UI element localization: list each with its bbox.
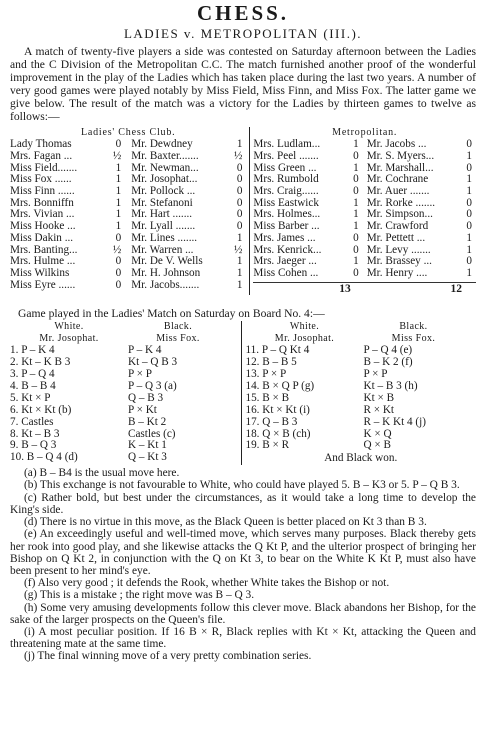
white-move: 12. B – B 5 [245, 356, 297, 369]
chess-column [0, 2, 486, 745]
player-name: Lady Thomas [10, 139, 72, 151]
player-score: 1 [115, 161, 122, 174]
white-move: 9. B – Q 3 [10, 439, 57, 452]
ladies-player-row [10, 151, 125, 163]
ladies-opponent-row [131, 198, 246, 210]
metro-player-row [253, 151, 362, 163]
player-score: 0 [353, 231, 359, 244]
player-score: 0 [236, 185, 243, 198]
white-move: 13. P × P [245, 368, 287, 381]
game-moves [10, 321, 476, 465]
player-score: 1 [115, 173, 122, 186]
black-move: Kt – Q B 3 [128, 356, 178, 369]
match-totals [253, 282, 476, 296]
moves-right-half [245, 321, 476, 465]
player-score: 1 [466, 243, 473, 256]
black-move: Kt × B [363, 391, 395, 404]
player-name: Mr. Hart ....... [131, 209, 193, 221]
player-name: Mrs. Kenrick... [253, 244, 322, 256]
metro-player-row [253, 256, 362, 268]
move-row [245, 393, 476, 405]
player-score: 0 [115, 138, 122, 151]
player-score: 0 [236, 220, 243, 233]
player-score: 1 [115, 208, 122, 221]
player-name: Mrs. James ... [253, 232, 316, 244]
black-move: P – Q 3 (a) [128, 379, 177, 392]
white-move: 11. P – Q Kt 4 [245, 344, 310, 357]
player-name: Miss Dakin ... [10, 232, 74, 244]
white-player: Mr. Josophat. [39, 333, 99, 345]
match-subtitle: LADIES v. METROPOLITAN (III.). [123, 26, 363, 41]
ladies-player-row [10, 209, 125, 221]
ladies-opponent-row [131, 151, 246, 163]
black-move: B – K 2 (f) [363, 356, 413, 369]
player-score: 0 [236, 196, 243, 209]
player-name: Mr. Cochrane [366, 174, 429, 186]
player-score: 0 [353, 267, 359, 279]
moves-left-half [10, 321, 241, 465]
player-name: Mrs. Jaeger ... [253, 256, 317, 268]
move-row [10, 393, 241, 405]
player-name: Mr. Pollock ... [131, 186, 196, 198]
player-score: 0 [115, 255, 122, 268]
player-score: 1 [466, 185, 473, 198]
ladies-opponent-row [131, 163, 246, 175]
ladies-player-row [10, 139, 125, 151]
black-move: P × P [363, 368, 388, 381]
player-score: 1 [236, 231, 243, 244]
ladies-player-row [10, 233, 125, 245]
player-name: Mrs. Fagan ... [10, 150, 73, 162]
annotation-note: (c) Rather bold, but best under the circumstances, as it would take a long time to develop the King's side. [10, 491, 476, 516]
player-score: 1 [353, 255, 359, 268]
ladies-club-results [10, 127, 246, 296]
white-label: White. [54, 321, 84, 333]
player-name: Mr. Marshall... [366, 162, 434, 174]
annotation-note: (g) This is a mistake ; the right move was B – Q 3. [24, 589, 255, 602]
black-move: P – Q 4 (e) [363, 344, 413, 357]
metro-opponent-row [367, 198, 476, 210]
player-score: 1 [353, 220, 359, 233]
white-move: 7. Castles [10, 415, 54, 428]
metro-opponent-row [367, 174, 476, 186]
ladies-player-row [10, 174, 125, 186]
black-move: R × Kt [363, 403, 395, 416]
ladies-player-row [10, 221, 125, 233]
player-name: Mr. S. Myers... [366, 150, 435, 162]
annotation-note: (f) Also very good ; it defends the Rook, whether White takes the Bishop or not. [24, 577, 390, 590]
metro-player-row [253, 174, 362, 186]
player-score: 1 [115, 196, 122, 209]
black-player: Miss Fox. [156, 333, 200, 345]
white-move: 10. B – Q 4 (d) [10, 451, 78, 464]
player-score: 1 [236, 278, 243, 291]
player-score: 1 [115, 185, 122, 198]
black-move: P – K 4 [128, 344, 162, 357]
player-score: 1 [466, 231, 473, 244]
player-score: 1 [353, 196, 359, 209]
player-name: Mr. Josophat... [131, 174, 198, 186]
player-name: Mrs. Peel ....... [253, 150, 319, 162]
black-move: Castles (c) [128, 427, 176, 440]
total-left: 13 [339, 282, 351, 295]
metro-column-2 [363, 139, 476, 279]
white-move: 6. Kt × Kt (b) [10, 403, 72, 416]
player-score: 0 [236, 173, 243, 186]
player-name: Miss Eastwick [253, 197, 319, 209]
player-score: ½ [112, 149, 122, 162]
player-score: 1 [236, 255, 243, 268]
black-move: Q × B [363, 439, 391, 452]
player-name: Mr. Baxter....... [131, 150, 199, 162]
white-move: 3. P – Q 4 [10, 368, 55, 381]
player-name: Mr. Stefanoni [131, 197, 193, 209]
intro-paragraph: A match of twenty-five players a side was contested on Saturday afternoon between the Ladies and the C Division of the Metropolitan C.C. The match furnished another proof of the wonderful improvement in the play of the Ladies which has taken place during the last two years. A number of very good games were played notably by Miss Field, Miss Finn, and Miss Fox. The latter game we give below. The result of the match was a victory for the Ladies by thirteen games to twelve as follows:— [10, 45, 476, 124]
metropolitan-header: Metropolitan. [332, 126, 398, 138]
metro-player-row [253, 209, 362, 221]
white-move: 14. B × Q P (g) [245, 379, 315, 392]
player-score: 0 [236, 161, 243, 174]
ladies-player-row [10, 268, 125, 280]
white-move: 18. Q × B (ch) [245, 427, 311, 440]
move-row [10, 452, 241, 464]
metro-player-row [253, 268, 362, 280]
black-move: Q – Kt 3 [128, 451, 167, 464]
annotation-note: (h) Some very amusing developments follow this clever move. Black abandons her Bishop, for the sake of the larger prospects on the Queen's file. [10, 601, 476, 626]
black-move: Kt – B 3 (h) [363, 379, 418, 392]
player-name: Miss Eyre ...... [10, 279, 76, 291]
metro-player-row [253, 198, 362, 210]
player-name: Mr. Jacobs....... [131, 279, 200, 291]
black-move: P × P [128, 368, 152, 381]
player-name: Miss Hooke ... [10, 221, 76, 233]
game-result: And Black won. [324, 452, 398, 465]
white-move: 8. Kt – B 3 [10, 427, 60, 440]
player-name: Mr. Henry .... [366, 268, 428, 279]
ladies-opponent-row [131, 233, 246, 245]
ladies-opponent-row [131, 256, 246, 268]
ladies-opponent-row [131, 174, 246, 186]
ladies-player-row [10, 256, 125, 268]
ladies-opponent-row [131, 186, 246, 198]
player-name: Mr. Pettett ... [366, 232, 426, 244]
black-move: K – Kt 1 [128, 439, 167, 452]
ladies-player-row [10, 163, 125, 175]
metro-opponent-row [367, 268, 476, 280]
game-notes [10, 467, 476, 662]
player-score: 1 [466, 149, 473, 162]
player-score: 0 [466, 161, 473, 174]
white-move: 4. B – B 4 [10, 379, 56, 392]
white-move: 16. Kt × Kt (i) [245, 403, 310, 416]
game-heading: Game played in the Ladies' Match on Saturday on Board No. 4:— [18, 307, 325, 321]
black-move: R – K Kt 4 (j) [363, 415, 426, 428]
metro-player-row [253, 221, 362, 233]
player-name: Mr. Jacobs ... [366, 139, 427, 151]
metro-opponent-row [367, 139, 476, 151]
player-score: 0 [353, 185, 359, 198]
player-score: 0 [115, 278, 122, 291]
white-move: 5. Kt × P [10, 391, 51, 404]
moves-list-left [10, 345, 241, 464]
player-score: 0 [466, 220, 473, 233]
player-name: Miss Green ... [253, 162, 317, 174]
ladies-column-1 [10, 139, 125, 291]
moves-list-right [245, 345, 476, 452]
player-name: Mrs. Craig...... [253, 186, 319, 198]
white-move: 15. B × B [245, 391, 290, 404]
move-row [10, 405, 241, 417]
player-name: Mr. Simpson... [366, 209, 433, 221]
metro-opponent-row [367, 256, 476, 268]
ladies-column-2 [125, 139, 246, 291]
white-move: 19. B × R [245, 439, 290, 452]
ladies-player-row [10, 245, 125, 257]
player-score: 0 [466, 208, 473, 221]
player-score: 1 [353, 138, 359, 151]
player-name: Mrs. Vivian ... [10, 209, 75, 221]
white-player-2: Mr. Josophat. [274, 333, 335, 345]
player-name: Mrs. Bonniffn [10, 197, 74, 209]
player-name: Mr. Newman... [131, 162, 199, 174]
black-label: Black. [163, 321, 193, 333]
metropolitan-results [253, 127, 476, 296]
player-score: 0 [466, 196, 473, 209]
ladies-player-row [10, 280, 125, 292]
annotation-note: (b) This exchange is not favourable to White, who could have played 5. B – K3 or 5. P – Q B 3. [24, 479, 460, 492]
player-name: Mrs. Rumbold [253, 174, 319, 186]
ladies-opponent-row [131, 268, 246, 280]
player-name: Mrs. Ludlam... [253, 139, 321, 151]
ladies-opponent-row [131, 139, 246, 151]
metro-opponent-row [367, 151, 476, 163]
player-name: Mrs. Hulme ... [10, 256, 76, 268]
player-name: Miss Finn ...... [10, 186, 75, 198]
player-score: 0 [353, 173, 359, 186]
annotation-note: (e) An exceedingly useful and well-timed move, which serves many purposes. Black thereby gets her rook into good play, and she likewise attacks the Q Kt P, and the ulterior prospect of bringing her Bishop on Q Kt 2, in conjunction with the Q on Kt 3, to bear on the White K Kt P, must also have been present to her mind's eye. [10, 528, 476, 577]
white-move: 17. Q – B 3 [245, 415, 298, 428]
move-row [245, 440, 476, 452]
metro-player-row [253, 139, 362, 151]
metro-opponent-row [367, 245, 476, 257]
white-move: 1. P – K 4 [10, 344, 55, 357]
ladies-player-row [10, 198, 125, 210]
player-name: Mr. Rorke ....... [366, 197, 436, 209]
moves-divider [241, 321, 242, 465]
metro-player-row [253, 245, 362, 257]
column-divider [249, 127, 250, 296]
metro-player-row [253, 233, 362, 245]
player-name: Miss Field....... [10, 162, 78, 174]
ladies-opponent-row [131, 245, 246, 257]
metro-opponent-row [367, 209, 476, 221]
player-name: Mr. Warren ... [131, 244, 194, 256]
player-name: Mr. Brassey ... [366, 256, 432, 268]
ladies-club-header: Ladies' Chess Club. [80, 126, 176, 138]
player-name: Mr. Auer ....... [366, 186, 430, 198]
annotation-note: (j) The final winning move of a very pretty combination series. [24, 650, 312, 663]
ladies-opponent-row [131, 280, 246, 292]
player-name: Mr. Lines ....... [131, 232, 198, 244]
metro-player-row [253, 163, 362, 175]
player-score: 0 [353, 149, 359, 162]
player-name: Mr. Dewdney [131, 139, 193, 151]
player-score: 0 [466, 255, 473, 268]
black-move: B – Kt 2 [128, 415, 167, 428]
move-row [10, 417, 241, 429]
metro-opponent-row [367, 221, 476, 233]
player-score: ½ [112, 243, 122, 256]
annotation-note: (a) B – B4 is the usual move here. [24, 467, 180, 480]
player-name: Miss Barber ... [253, 221, 320, 233]
player-name: Miss Cohen ... [253, 268, 319, 279]
player-score: 0 [353, 243, 359, 256]
metro-player-row [253, 186, 362, 198]
move-row [245, 417, 476, 429]
player-score: 1 [236, 267, 243, 279]
player-score: 0 [115, 267, 122, 279]
player-name: Mr. Lyall ....... [131, 221, 196, 233]
player-score: 1 [353, 208, 359, 221]
total-right: 12 [450, 282, 462, 295]
player-score: 1 [115, 220, 122, 233]
metro-column-1 [253, 139, 362, 279]
metro-opponent-row [367, 233, 476, 245]
player-name: Mr. Levy ....... [366, 244, 431, 256]
metro-opponent-row [367, 163, 476, 175]
player-score: ½ [234, 243, 243, 256]
black-move: Q – B 3 [128, 391, 164, 404]
ladies-opponent-row [131, 209, 246, 221]
player-score: 0 [466, 138, 473, 151]
player-score: 1 [466, 267, 473, 279]
player-name: Mr. H. Johnson [131, 268, 201, 279]
player-name: Mrs. Banting... [10, 244, 78, 256]
player-score: ½ [234, 149, 243, 162]
player-name: Miss Wilkins [10, 268, 70, 279]
player-score: 1 [353, 161, 359, 174]
white-move: 2. Kt – K B 3 [10, 356, 71, 369]
ladies-player-row [10, 186, 125, 198]
player-name: Mr. De V. Wells [131, 256, 203, 268]
player-name: Mr. Crawford [366, 221, 429, 233]
annotation-note: (i) A most peculiar position. If 16 B × R, Black replies with Kt × Kt, attacking the Queen and threatening mate at the same time. [10, 625, 476, 651]
player-score: 0 [115, 231, 122, 244]
black-player-2: Miss Fox. [391, 333, 436, 345]
black-label-2: Black. [399, 321, 428, 333]
player-name: Miss Fox ...... [10, 174, 72, 186]
annotation-note: (d) There is no virtue in this move, as the Black Queen is better placed on Kt 3 than B 3. [24, 516, 427, 529]
ladies-opponent-row [131, 221, 246, 233]
player-score: 0 [236, 208, 243, 221]
black-move: P × Kt [128, 403, 157, 416]
black-move: K × Q [363, 427, 392, 440]
match-results-table [10, 127, 476, 296]
player-name: Mrs. Holmes... [253, 209, 321, 221]
metro-opponent-row [367, 186, 476, 198]
player-score: 1 [236, 138, 243, 151]
white-label-2: White. [289, 321, 320, 333]
move-row [245, 405, 476, 417]
player-score: 1 [466, 173, 473, 186]
page-title: CHESS. [196, 1, 290, 25]
